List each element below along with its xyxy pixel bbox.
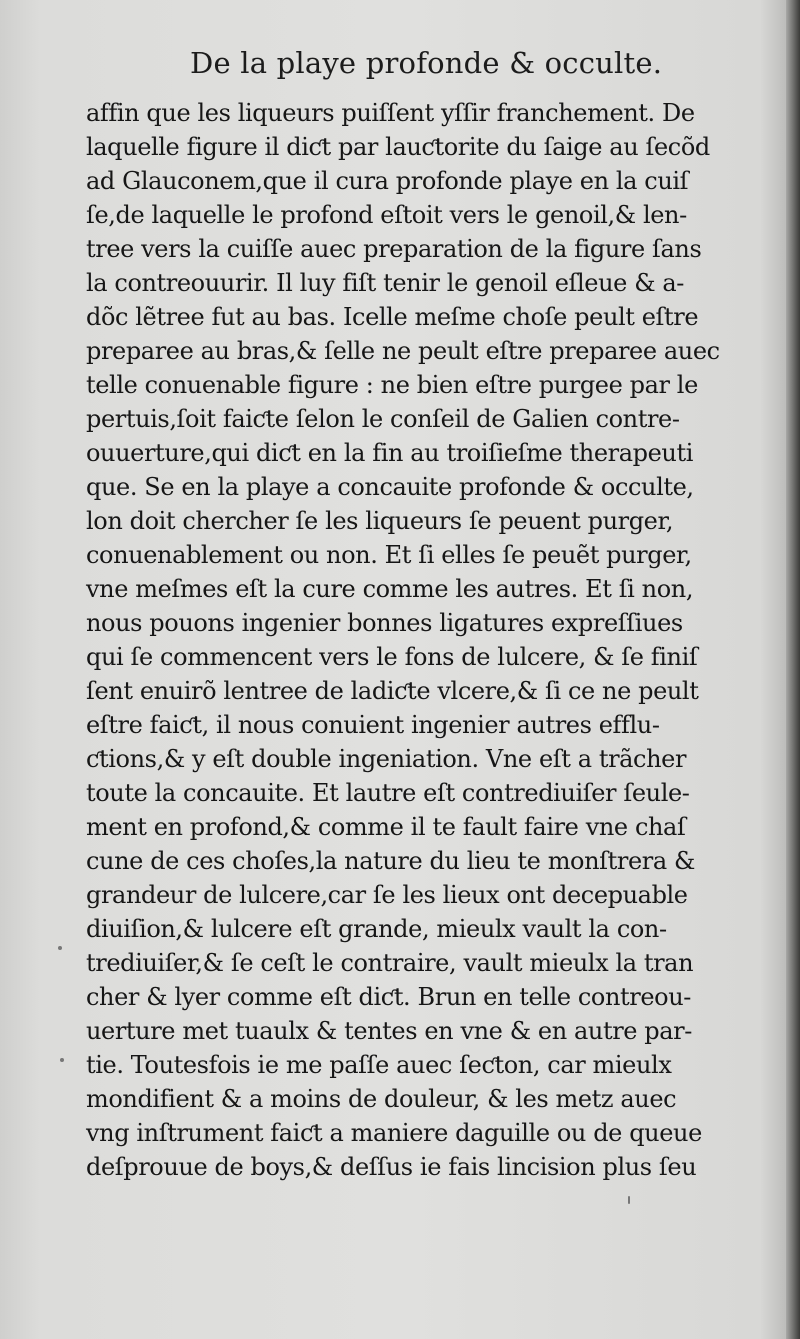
text-line: que. Se en la playe a concauite profonde & occulte, xyxy=(86,473,694,501)
text-line: mondifient & a moins de douleur, & les metz auec xyxy=(86,1085,677,1113)
text-line: preparee au bras,& ſelle ne peult eſtre preparee auec xyxy=(86,337,720,365)
body-text xyxy=(86,96,726,1184)
text-line: deſprouue de boys,& deſſus ie fais lincision plus ſeu xyxy=(86,1153,697,1181)
text-line: ƈtions,& y eſt double ingeniation. Vne eſt a trãcher xyxy=(86,745,687,773)
text-line: ment en profond,& comme il te fault faire vne chaſ xyxy=(86,813,686,841)
text-line: grandeur de lulcere,car ſe les lieux ont decepuable xyxy=(86,881,688,909)
ink-speck xyxy=(628,1196,630,1204)
text-line: dõc lẽtree fut au bas. Icelle meſme choſe peult eſtre xyxy=(86,303,699,331)
text-line: ad Glauconem,que il cura profonde playe en la cuiſ xyxy=(86,167,689,195)
text-line: diuiſion,& lulcere eſt grande, mieulx vault la con- xyxy=(86,915,667,943)
text-line: cune de ces choſes,la nature du lieu te monſtrera & xyxy=(86,847,695,875)
text-line: uerture met tuaulx & tentes en vne & en autre par- xyxy=(86,1017,692,1045)
text-line: telle conuenable figure : ne bien eſtre purgee par le xyxy=(86,371,698,399)
text-line: laquelle figure il diƈt par lauƈtorite du ſaige au ſecõd xyxy=(86,133,710,161)
text-line: nous pouons ingenier bonnes ligatures expreſſiues xyxy=(86,609,683,637)
text-line: tie. Toutesfois ie me paſſe auec ſeƈton, car mieulx xyxy=(86,1051,672,1079)
running-head: De la playe profonde & occulte. xyxy=(190,46,663,80)
text-line: ouuerture,qui diƈt en la fin au troiſieſme therapeuti xyxy=(86,439,693,467)
text-line: cher & lyer comme eſt diƈt. Brun en telle contreou- xyxy=(86,983,691,1011)
page-edge-shadow xyxy=(786,0,800,1339)
ink-speck xyxy=(58,946,62,950)
text-line: toute la concauite. Et lautre eſt contrediuiſer ſeule- xyxy=(86,779,690,807)
text-line: ſent enuirõ lentree de ladiƈte vlcere,& ſi ce ne peult xyxy=(86,677,699,705)
text-line: affin que les liqueurs puiſſent yſſir franchement. De xyxy=(86,99,695,127)
ink-speck xyxy=(60,1058,64,1062)
text-line: ſe,de laquelle le profond eſtoit vers le genoil,& len- xyxy=(86,201,687,229)
text-line: trediuiſer,& ſe ceſt le contraire, vault mieulx la tran xyxy=(86,949,694,977)
text-line: qui ſe commencent vers le fons de lulcere, & ſe finiſ xyxy=(86,643,698,671)
text-line: tree vers la cuiſſe auec preparation de la figure ſans xyxy=(86,235,702,263)
text-line: eſtre faiƈt, il nous conuient ingenier autres efflu- xyxy=(86,711,660,739)
text-line: vne meſmes eſt la cure comme les autres. Et ſi non, xyxy=(86,575,694,603)
text-line: la contreouurir. Il luy fiſt tenir le genoil eſleue & a- xyxy=(86,269,685,297)
text-line: lon doit chercher ſe les liqueurs ſe peuent purger, xyxy=(86,507,674,535)
text-line: conuenablement ou non. Et ſi elles ſe peuẽt purger, xyxy=(86,541,692,569)
text-line: vng inſtrument faiƈt a maniere daguille ou de queue xyxy=(86,1119,702,1147)
text-line: pertuis,ſoit faiƈte ſelon le conſeil de Galien contre- xyxy=(86,405,680,433)
